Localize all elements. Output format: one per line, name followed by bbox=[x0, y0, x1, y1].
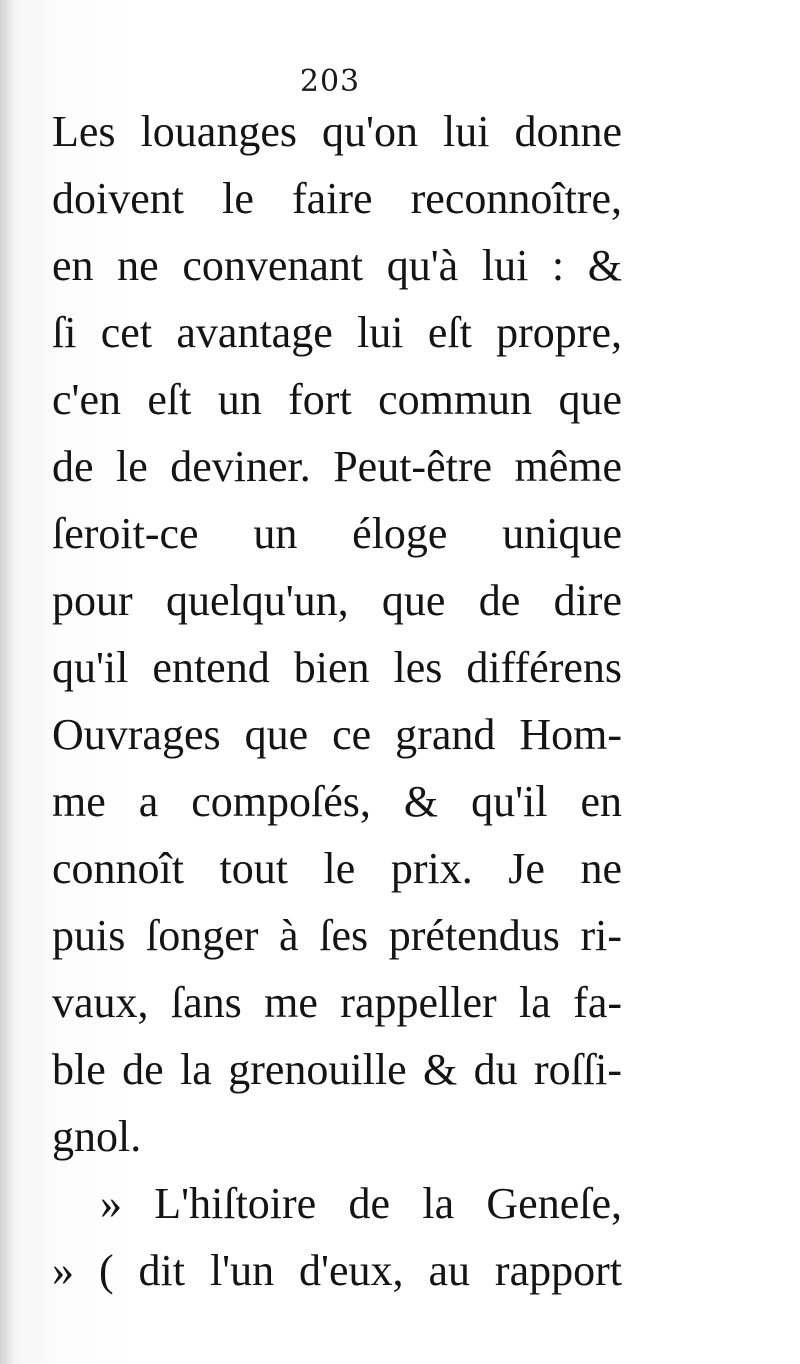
body-text bbox=[52, 98, 622, 1304]
text-line: me a compoſés, & qu'il en bbox=[52, 777, 622, 826]
text-line-quote: » L'hiſtoire de la Geneſe, bbox=[100, 1179, 622, 1228]
text-line: ſi cet avantage lui eſt propre, bbox=[52, 308, 622, 357]
text-line: connoît tout le prix. Je ne bbox=[52, 844, 622, 893]
text-line: puis ſonger à ſes prétendus ri- bbox=[52, 911, 622, 960]
text-line: qu'il entend bien les différens bbox=[52, 643, 622, 692]
text-line: gnol. bbox=[52, 1112, 142, 1161]
text-line: doivent le faire reconnoître, bbox=[52, 174, 622, 223]
text-line: ſeroit-ce un éloge unique bbox=[52, 509, 622, 558]
page-number: 203 bbox=[299, 64, 361, 99]
text-line: ble de la grenouille & du roſſi- bbox=[52, 1045, 622, 1094]
text-line: c'en eſt un fort commun que bbox=[52, 375, 622, 424]
binding-shadow bbox=[0, 0, 14, 1364]
text-line: Les louanges qu'on lui donne bbox=[52, 107, 622, 156]
text-line: en ne convenant qu'à lui : & bbox=[52, 241, 622, 290]
text-line: pour quelqu'un, que de dire bbox=[52, 576, 622, 625]
text-line: Ouvrages que ce grand Hom- bbox=[52, 710, 622, 759]
text-line-quote: » ( dit l'un d'eux, au rapport bbox=[52, 1246, 622, 1295]
text-line: vaux, ſans me rappeller la fa- bbox=[52, 978, 622, 1027]
text-line: de le deviner. Peut-être même bbox=[52, 442, 622, 491]
